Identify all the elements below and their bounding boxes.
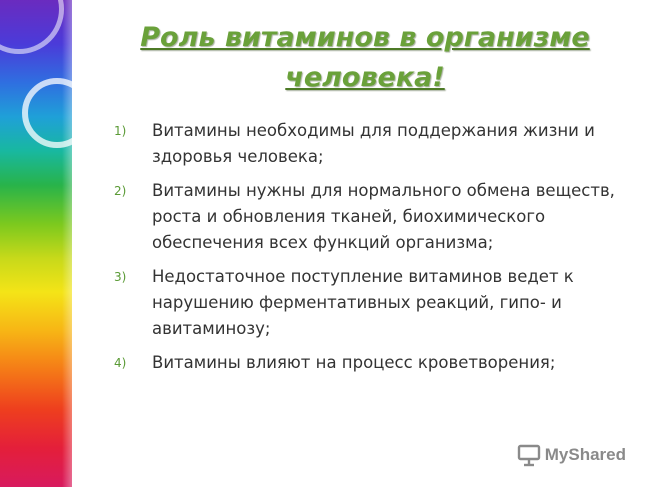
- item-text: Витамины нужны для нормального обмена веществ, роста и обновления тканей, биохимического обеспечения всех функций организма;: [152, 181, 615, 252]
- decorative-ring: [22, 78, 92, 148]
- item-number: 3): [114, 270, 127, 284]
- slide-title: Роль витаминов в организме человека!: [140, 22, 590, 93]
- item-number: 1): [114, 124, 127, 138]
- rainbow-decoration-bar: [0, 0, 72, 487]
- bullet-list: [114, 118, 634, 384]
- list-item: [114, 350, 634, 376]
- watermark-text: MyShared: [544, 445, 626, 464]
- item-text: Витамины необходимы для поддержания жизни и здоровья человека;: [152, 121, 595, 166]
- decorative-ring-top: [0, 0, 64, 54]
- item-text: Недостаточное поступление витаминов ведет к нарушению ферментативных реакций, гипо- и авитаминозу;: [152, 267, 574, 338]
- watermark: [517, 443, 626, 467]
- list-item: [114, 264, 634, 342]
- item-text: Витамины влияют на процесс кроветворения;: [152, 353, 556, 372]
- list-item: [114, 178, 634, 256]
- list-item: [114, 118, 634, 170]
- item-number: 4): [114, 356, 127, 370]
- item-number: 2): [114, 184, 127, 198]
- presentation-board-icon: [517, 443, 541, 467]
